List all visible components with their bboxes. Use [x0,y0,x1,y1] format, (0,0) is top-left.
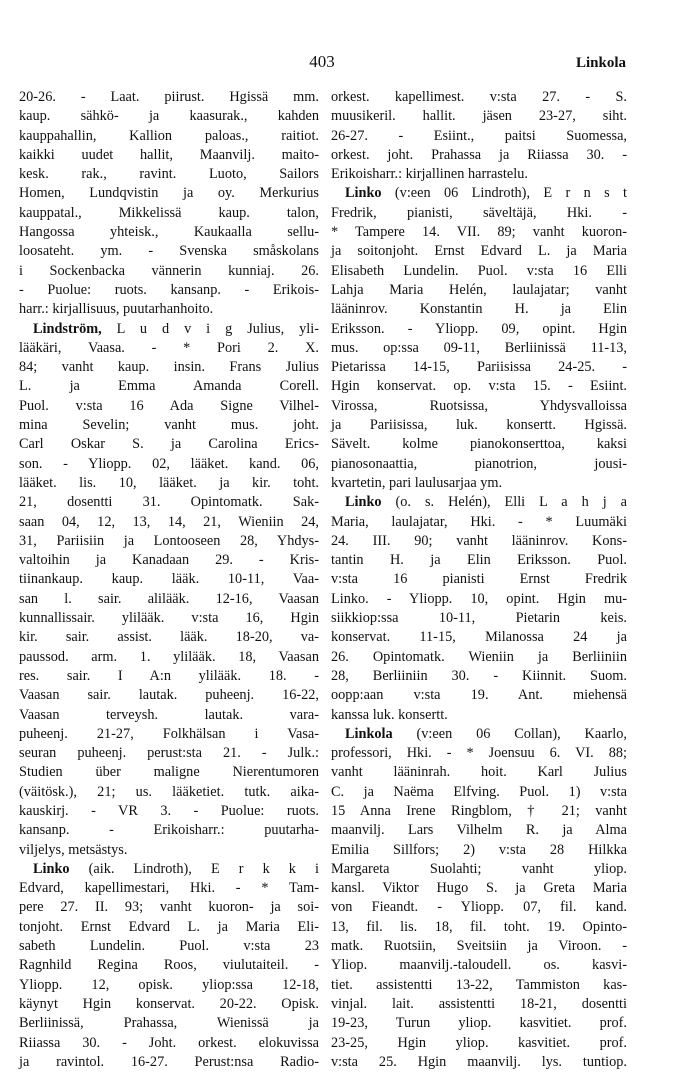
line-text: (väitösk.), 21; us. lääketiet. tutk. aika- [19,783,319,800]
line-text: Yliop. maanvilj.-taloudell. os. kasvi- [331,957,627,974]
line-text: Linko. - Yliopp. 10, opint. Hgin mu- [331,590,627,607]
line-text: 26. Opintomatk. Wieniin ja Berliiniin [331,648,627,665]
text-line [331,976,627,995]
line-text: lääket. lis. 10, lääket. ja kir. toht. [19,474,319,491]
text-line [19,976,319,995]
line-text: von Fieandt. - Yliopp. 07, fil. kand. [331,899,627,916]
line-text: Hangossa yhteisk., Kaukaalla sellu- [19,224,319,241]
line-text: harr.: kirjallisuus, puutarhanhoito. [19,301,214,318]
text-line [19,763,319,782]
text-line [331,937,627,956]
line-text: Lahja Maria Helén, laulajatar; vanht [331,281,627,298]
text-line [19,937,319,956]
line-text: saan 04, 12, 13, 14, 21, Wieniin 24, [19,513,319,530]
line-text: kaikki uudet hallit, Maanvilj. maito- [19,146,319,163]
text-line [331,783,627,802]
line-text: orkest. joht. Prahassa ja Riiassa 30. - [331,146,627,163]
line-text: muusikeril. hallit. jäsen 23-27, siht. [331,108,627,125]
line-text: kansanp. - Erikoisharr.: puutarha- [19,822,319,839]
text-line [19,107,319,126]
text-line [19,725,319,744]
text-line [331,667,627,686]
line-text: san l. sair. alilääk. 12-16, Vaasan [19,590,319,607]
text-line [331,570,627,589]
line-text: Maria, laulajatar, Hki. - * Luumäki [331,513,627,530]
text-line [331,377,627,396]
line-text: 24. III. 90; vanht lääninrov. Kons- [331,532,627,549]
line-text: 21, dosentti 31. Opintomatk. Sak- [19,494,319,511]
text-line [19,281,319,300]
text-line [331,841,627,860]
line-text: kauppatal., Mikkelissä kaup. talon, [19,204,319,221]
text-line [19,513,319,532]
text-line [19,416,319,435]
line-text: Puol. v:sta 16 Ada Signe Vilhel- [19,397,319,414]
line-text: - Puolue: ruots. kansanp. - Erikois- [19,281,319,298]
page-number: 403 [309,52,335,71]
line-text: kesk. rak., ravint. Luoto, Sailors [19,166,319,183]
text-line [19,242,319,261]
line-text: siikkiop:ssa 10-11, Pietarin keis. [331,610,627,627]
text-line [19,570,319,589]
text-line [331,146,627,165]
line-text: kansl. Viktor Hugo S. ja Greta Maria [331,880,627,897]
line-text: * Tampere 14. VII. 89; vanht kuoron- [331,224,627,241]
line-text: kaup. sähkö- ja kaasurak., kahden [19,108,319,125]
line-text: C. ja Naëma Elfving. Puol. 1) v:sta [331,783,627,800]
line-text: 13, fil. lis. 18, fil. toht. 19. Opinto- [331,918,627,935]
line-text: tiet. assistentti 13-22, Tammiston kas- [331,976,627,993]
line-text: Eriksson. - Yliopp. 09, opint. Hgin [331,320,627,337]
line-text: professori, Hki. - * Joensuu 6. VI. 88; [331,745,627,762]
line-text: lääkäri, Vaasa. - * Pori 2. X. [19,339,319,356]
line-text: v:sta 25. Hgin maanvilj. lys. tuntiop. [331,1053,627,1070]
text-line [19,821,319,840]
line-text: pianosonaattia, pianotrion, jousi- [331,455,627,472]
text-line [19,397,319,416]
text-line [331,223,627,242]
text-line [331,1053,627,1072]
text-line [19,127,319,146]
text-line [19,1034,319,1053]
line-text: kvartetin, pari laulusarjaa ym. [331,474,503,491]
line-text: seuran puheenj. perust:sta 21. - Julk.: [19,745,319,762]
text-line [19,146,319,165]
text-line [19,435,319,454]
text-line [19,648,319,667]
text-line [331,242,627,261]
text-line [331,551,627,570]
line-text: Margareta Suolahti; vanht yliop. [331,860,627,877]
text-line [331,397,627,416]
text-line [331,628,627,647]
text-line [331,532,627,551]
line-text: (v:een 06 Collan), Kaarlo, [392,725,627,742]
line-text: konservat. 11-15, Milanossa 24 ja [331,629,627,646]
text-line [331,127,627,146]
line-text: käynyt Hgin konservat. 20-22. Opisk. [19,995,319,1012]
line-text: Elisabeth Lundelin. Puol. v:sta 16 Elli [331,262,627,279]
line-text: kunnallissair. ylilääk. v:sta 16, Hgin [19,610,319,627]
text-line [331,648,627,667]
text-line [19,262,319,281]
text-line [19,339,319,358]
line-text: ja soitonjoht. Ernst Edvard L. ja Maria [331,243,627,260]
line-text: tiinankaup. kaup. lääk. 10-11, Vaa- [19,571,319,588]
text-line [331,898,627,917]
text-line [331,320,627,339]
text-line [19,184,319,203]
line-text: Riiassa 30. - Joht. orkest. elokuvissa [19,1034,319,1051]
text-line [19,706,319,725]
text-line [19,898,319,917]
text-line [331,262,627,281]
line-text: sabeth Lundelin. Puol. v:sta 23 [19,938,319,955]
line-text: son. - Yliopp. 02, lääket. kand. 06, [19,455,319,472]
entry-start-line [19,320,319,339]
line-text: Homen, Lundqvistin ja oy. Merkurius [19,185,319,202]
text-line [331,918,627,937]
text-line [331,706,627,725]
line-text: mus. op:ssa 09-11, Berliinissä 11-13, [331,339,627,356]
text-line [331,339,627,358]
text-line [331,455,627,474]
line-text: Berliinissä, Prahassa, Wienissä ja [19,1015,319,1032]
text-line [19,377,319,396]
text-line [331,513,627,532]
text-line [19,455,319,474]
text-line [19,744,319,763]
line-text: res. sair. I A:n ylilääk. 18. - [19,667,319,684]
line-text: kauppahallin, Kallion paloas., raitiot. [19,127,319,144]
line-text: Erikoisharr.: kirjallinen harrastelu. [331,166,528,183]
line-text: v:sta 16 pianisti Ernst Fredrik [331,571,627,588]
entry-start-line [19,860,319,879]
text-line [19,956,319,975]
line-text: paussod. arm. 1. ylilääk. 18, Vaasan [19,648,319,665]
text-line [19,667,319,686]
line-text: 28, Berliiniin 30. - Kiinnit. Suom. [331,667,627,684]
entry-headword: Linko [345,185,382,202]
text-line [19,609,319,628]
line-text: ja ravintol. 16-27. Perust:nsa Radio- [19,1053,319,1070]
line-text: Vaasan terveysh. lautak. vara- [19,706,319,723]
line-text: 20-26. - Laat. piirust. Hgissä mm. [19,89,319,105]
entry-start-line [331,725,627,744]
text-line [19,88,319,107]
line-text: tonjoht. Ernst Edvard L. ja Maria Eli- [19,918,319,935]
line-text: kanssa luk. konsertt. [331,706,448,723]
text-line [331,300,627,319]
entry-start-line [331,493,627,512]
line-text: loosateht. ym. - Svenska småskolans [19,243,319,260]
text-line [19,995,319,1014]
text-line [19,1053,319,1072]
line-text: puheenj. 21-27, Folkhälsan i Vasa- [19,725,319,742]
line-text: tantin H. ja Elin Eriksson. Puol. [331,552,627,569]
text-line [331,590,627,609]
line-text: Sävelt. kolme pianokonserttoa, kaksi [331,436,627,453]
text-line [19,783,319,802]
text-line [331,1014,627,1033]
line-text: (aik. Lindroth), E r k k i [69,860,319,877]
text-line [19,474,319,493]
text-line [331,956,627,975]
text-line [331,165,627,184]
text-line [19,918,319,937]
left-column [19,88,319,1072]
line-text: L u d v i g Julius, yli- [101,320,319,337]
text-line [331,474,627,493]
text-line [331,995,627,1014]
text-line [19,879,319,898]
line-text: Yliopp. 12, opisk. yliop:ssa 12-18, [19,976,319,993]
text-line [19,551,319,570]
entry-headword: Linkola [345,725,393,742]
line-text: Fredrik, pianisti, säveltäjä, Hki. - [331,204,627,221]
text-line [19,358,319,377]
line-text: Carl Oskar S. ja Carolina Erics- [19,436,319,453]
running-head: Linkola [575,55,626,71]
text-line [19,300,319,319]
text-line [19,628,319,647]
line-text: ja Pariisissa, luk. konsertt. Hgissä. [331,417,627,434]
text-line [331,609,627,628]
text-line [331,204,627,223]
line-text: Pietarissa 14-15, Pariisissa 24-25. - [331,359,627,376]
text-line [19,590,319,609]
line-text: viljelys, metsästys. [19,841,128,858]
line-text: 26-27. - Esiint., paitsi Suomessa, [331,127,627,144]
entry-headword: Linko [345,494,382,511]
text-line [19,532,319,551]
line-text: kir. sair. assist. lääk. 18-20, va- [19,629,319,646]
line-text: mina Sevelin; vanht mus. joht. [19,417,319,434]
line-text: 23-25, Hgin yliop. kasvitiet. prof. [331,1034,627,1051]
line-text: kauskirj. - VR 3. - Puolue: ruots. [19,802,319,819]
text-line [19,493,319,512]
line-text: maanvilj. Lars Vilhelm R. ja Alma [331,822,627,839]
text-line [331,744,627,763]
line-text: (o. s. Helén), Elli L a h j a [381,494,627,511]
page-header [18,52,626,74]
line-text: Studien über maligne Nierentumoren [19,764,319,781]
text-line [19,802,319,821]
text-line [331,358,627,377]
line-text: Hgin konservat. op. v:sta 15. - Esiint. [331,378,627,395]
text-line [331,416,627,435]
text-line [19,165,319,184]
text-line [331,435,627,454]
line-text: 15 Anna Irene Ringblom, † 21; vanht [331,802,627,819]
line-text: Virossa, Ruotsissa, Yhdysvalloissa [331,397,627,414]
line-text: vanht lääninrah. hoit. Karl Julius [331,764,627,781]
line-text: valtoihin ja Kanadaan 29. - Kris- [19,552,319,569]
entry-headword: Lindström, [33,320,102,337]
entry-headword: Linko [33,860,70,877]
text-line [331,88,627,107]
line-text: lääninrov. Konstantin H. ja Elin [331,301,627,318]
text-line [331,107,627,126]
text-line [331,763,627,782]
text-line [19,223,319,242]
line-text: Emilia Sillfors; 2) v:sta 28 Hilkka [331,841,627,858]
line-text: orkest. kapellimest. v:sta 27. - S. [331,89,627,105]
line-text: Edvard, kapellimestari, Hki. - * Tam- [19,880,319,897]
line-text: 31, Pariisiin ja Lontooseen 28, Yhdys- [19,532,319,549]
line-text: (v:een 06 Lindroth), E r n s t [381,185,627,202]
text-line [331,879,627,898]
line-text: Vaasan sair. lautak. puheenj. 16-22, [19,687,319,704]
line-text: 19-23, Turun yliop. kasvitiet. prof. [331,1015,627,1032]
line-text: pere 27. II. 93; vanht kuoron- ja soi- [19,899,319,916]
text-line [19,1014,319,1033]
entry-start-line [331,184,627,203]
text-line [19,841,319,860]
text-line [331,860,627,879]
text-line [331,281,627,300]
text-line [19,204,319,223]
line-text: oopp:aan v:sta 19. Ant. miehensä [331,687,627,704]
line-text: 84; vanht kaup. insin. Frans Julius [19,359,319,376]
right-column [331,88,627,1072]
text-line [331,802,627,821]
text-line [331,821,627,840]
line-text: i Sockenbacka vännerin kunniaj. 26. [19,262,319,279]
text-line [331,686,627,705]
text-line [19,686,319,705]
line-text: Ragnhild Regina Roos, viulutaiteil. - [19,957,319,974]
line-text: vinjal. lait. assistentti 18-21, dosentti [331,995,627,1012]
line-text: L. ja Emma Amanda Corell. [19,378,319,395]
line-text: matk. Ruotsiin, Sveitsiin ja Viroon. - [331,938,627,955]
text-line [331,1034,627,1053]
